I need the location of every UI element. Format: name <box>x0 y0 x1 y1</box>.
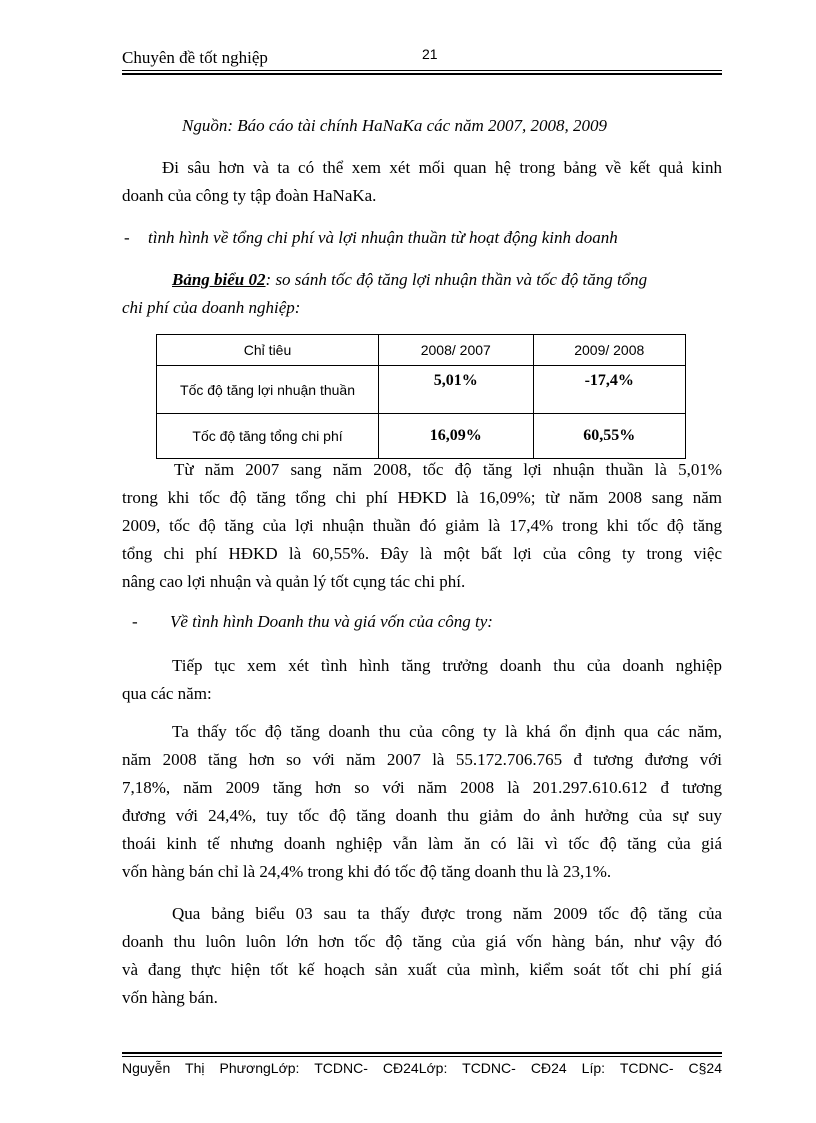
table-caption-line-1 <box>172 270 647 290</box>
table-header-row <box>157 335 686 366</box>
para3-line-3: 7,18%, năm 2009 tăng hơn so với năm 2008 là 201.297.610.612 đ tương <box>122 778 722 797</box>
document-title: Chuyên đề tốt nghiệp <box>122 48 268 67</box>
intro-line-2: doanh của công ty tập đoàn HaNaKa. <box>122 186 377 205</box>
para4-line-2: doanh thu luôn luôn lớn hơn tốc độ tăng của giá vốn hàng bán, như vậy đó <box>122 932 722 951</box>
page-footer: Nguyễn Thị PhươngLớp: TCDNC- CĐ24Lớp: TCDNC- CĐ24 Líp: TCDNC- C§24 <box>122 1060 722 1076</box>
page-header <box>122 46 722 70</box>
bullet-text-2: Về tình hình Doanh thu và giá vốn của công ty: <box>170 612 493 631</box>
para4-line-4: vốn hàng bán. <box>122 988 218 1007</box>
para2-line-1: Tiếp tục xem xét tình hình tăng trưởng doanh thu của doanh nghiệp <box>172 656 722 675</box>
header-indicator: Chỉ tiêu <box>157 335 379 366</box>
source-note: Nguồn: Báo cáo tài chính HaNaKa các năm 2007, 2008, 2009 <box>182 116 607 135</box>
para3-line-5: thoái kinh tế nhưng doanh nghiệp vẫn làm ăn có lãi vì tốc độ tăng của giá <box>122 834 722 853</box>
para3-line-2: năm 2008 tăng hơn so với năm 2007 là 55.172.706.765 đ tương đương với <box>122 750 722 769</box>
row-label: Tốc độ tăng tổng chi phí <box>157 414 379 459</box>
bullet-dash-1: - <box>124 228 130 247</box>
header-rule-thick <box>122 73 722 75</box>
header-2008-2007: 2008/ 2007 <box>379 335 533 366</box>
footer-rule-thin <box>122 1056 722 1057</box>
row-value-2008: 16,09% <box>379 414 533 459</box>
para1-line-5: nâng cao lợi nhuận và quản lý tốt cụng tác chi phí. <box>122 572 466 591</box>
table-caption-rest: : so sánh tốc độ tăng lợi nhuận thần và tốc độ tăng tổng <box>265 270 648 289</box>
para4-line-3: và đang thực hiện tốt kế hoạch sản xuất của mình, kiểm soát tốt chi phí giá <box>122 960 722 979</box>
para1-line-2: trong khi tốc độ tăng tổng chi phí HĐKD là 16,09%; từ năm 2008 sang năm <box>122 488 722 507</box>
row-label: Tốc độ tăng lợi nhuận thuần <box>157 366 379 414</box>
footer-rule-thick <box>122 1052 722 1054</box>
para3-line-4: đương với 24,4%, tuy tốc độ tăng doanh thu giảm do ảnh hưởng của sự suy <box>122 806 722 825</box>
bullet-dash-2: - <box>132 612 138 631</box>
row-value-2009: -17,4% <box>533 366 685 414</box>
intro-line-1: Đi sâu hơn và ta có thể xem xét mối quan hệ trong bảng về kết quả kinh <box>162 158 722 177</box>
para3-line-1: Ta thấy tốc độ tăng doanh thu của công ty là khá ổn định qua các năm, <box>172 722 722 741</box>
table-caption-label: Bảng biểu 02 <box>172 270 266 289</box>
header-2009-2008: 2009/ 2008 <box>533 335 685 366</box>
comparison-table <box>156 334 686 459</box>
bullet-text-1: tình hình về tổng chi phí và lợi nhuận thuần từ hoạt động kinh doanh <box>148 228 618 247</box>
para1-line-1: Từ năm 2007 sang năm 2008, tốc độ tăng lợi nhuận thuần là 5,01% <box>174 460 722 479</box>
para1-line-3: 2009, tốc độ tăng của lợi nhuận thuần đó giảm là 17,4% trong khi tốc độ tăng <box>122 516 722 535</box>
row-value-2009: 60,55% <box>533 414 685 459</box>
table-row <box>157 366 686 414</box>
para4-line-1: Qua bảng biểu 03 sau ta thấy được trong năm 2009 tốc độ tăng của <box>172 904 722 923</box>
page-number: 21 <box>422 46 438 62</box>
para1-line-4: tổng chi phí HĐKD là 60,55%. Đây là một bất lợi của công ty trong việc <box>122 544 722 563</box>
para3-line-6: vốn hàng bán chỉ là 24,4% trong khi đó tốc độ tăng doanh thu là 23,1%. <box>122 862 612 881</box>
row-value-2008: 5,01% <box>379 366 533 414</box>
para2-line-2: qua các năm: <box>122 684 212 703</box>
table-caption-line-2: chi phí của doanh nghiệp: <box>122 298 301 317</box>
header-rule-thin <box>122 70 722 71</box>
table-row <box>157 414 686 459</box>
